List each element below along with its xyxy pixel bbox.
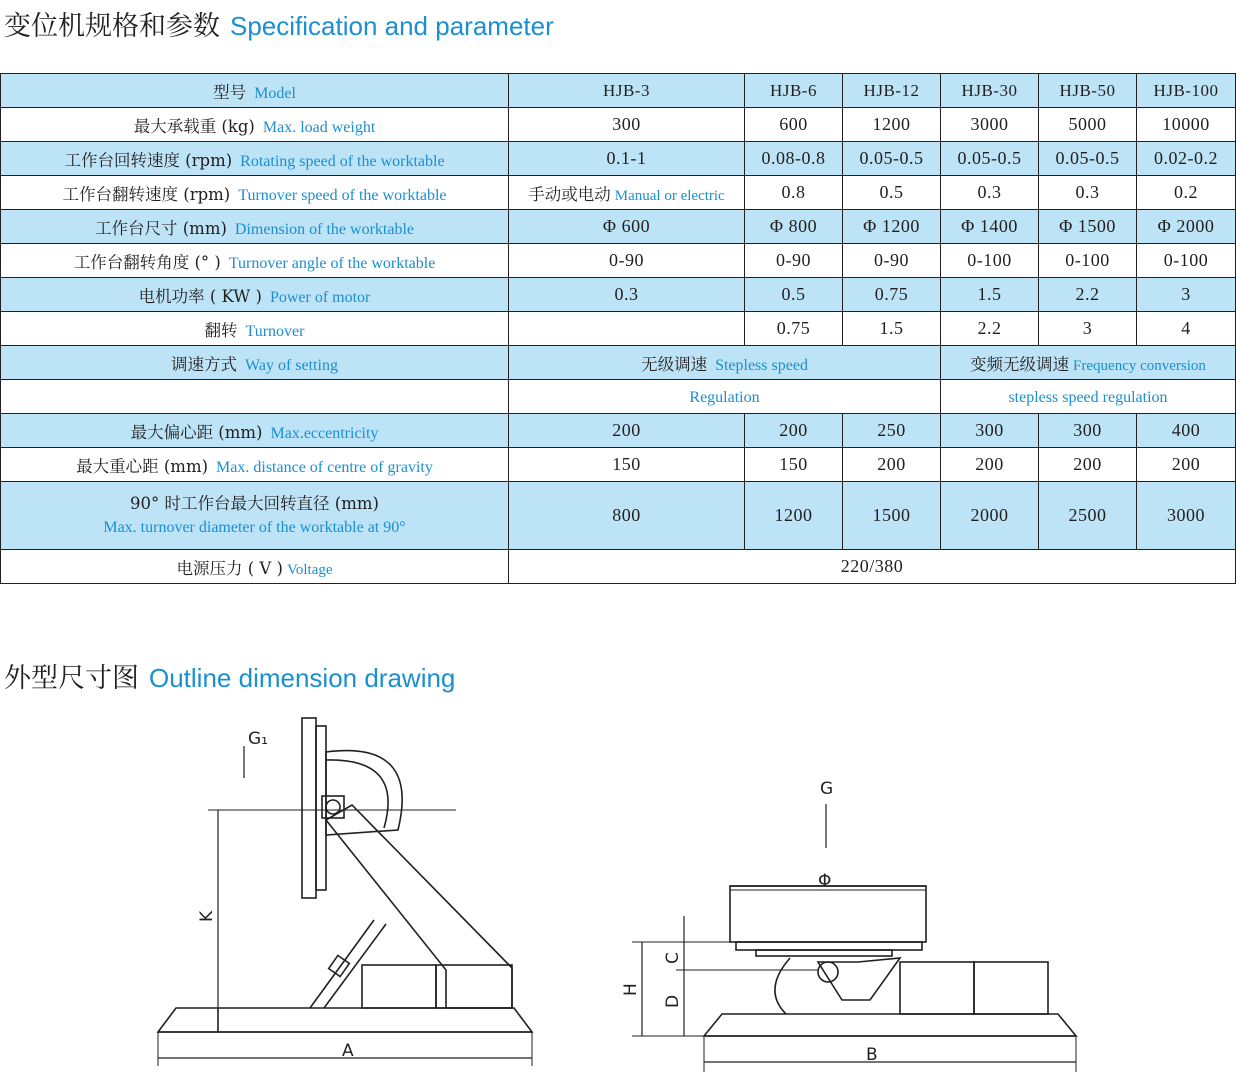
table-row-turnover <box>1 312 1236 346</box>
model-header: HJB-3 <box>509 74 745 108</box>
table-cell: 1500 <box>843 482 941 550</box>
row-label: 工作台回转速度 (rpm) Rotating speed of the worktable <box>1 142 509 176</box>
table-cell: 0.8 <box>745 176 843 210</box>
base-plate <box>158 1008 532 1032</box>
table-cell: Regulation <box>509 380 941 414</box>
table-cell: 0.02-0.2 <box>1137 142 1236 176</box>
side-view-drawing <box>158 718 532 1066</box>
table-row-power <box>1 278 1236 312</box>
table-cell: 2000 <box>941 482 1039 550</box>
table-cell: 0.05-0.5 <box>1039 142 1137 176</box>
table-cell: 3 <box>1137 278 1236 312</box>
phi-label: Φ <box>818 871 832 891</box>
drawing-section-title <box>4 656 455 695</box>
table-cell: 200 <box>843 448 941 482</box>
row-label: 最大重心距 (mm) Max. distance of centre of gravity <box>1 448 509 482</box>
model-header: HJB-6 <box>745 74 843 108</box>
table-cell: 5000 <box>1039 108 1137 142</box>
table-cell: 0-90 <box>843 244 941 278</box>
table-cell: 0.75 <box>843 278 941 312</box>
table-cell: 1.5 <box>843 312 941 346</box>
table-row-model <box>1 74 1236 108</box>
table-cell: 2.2 <box>1039 278 1137 312</box>
table-row-load <box>1 108 1236 142</box>
table-cell: 0.1-1 <box>509 142 745 176</box>
model-header: HJB-30 <box>941 74 1039 108</box>
table-cell: 400 <box>1137 414 1236 448</box>
table-cell: 0.5 <box>843 176 941 210</box>
cylinder-rod <box>310 920 374 1008</box>
spec-title-zh: 变位机规格和参数 <box>4 11 220 42</box>
table-cell: 0.75 <box>745 312 843 346</box>
table-cell: 1200 <box>843 108 941 142</box>
h-label: H <box>621 983 641 996</box>
table-cell: 1.5 <box>941 278 1039 312</box>
table-cell: Φ 1200 <box>843 210 941 244</box>
table-cell: 300 <box>509 108 745 142</box>
table-cell: Φ 600 <box>509 210 745 244</box>
table-cell: 0.05-0.5 <box>941 142 1039 176</box>
g1-label: G₁ <box>248 729 268 749</box>
table-cell: stepless speed regulation <box>941 380 1236 414</box>
table-cell: 10000 <box>1137 108 1236 142</box>
table-row-voltage <box>1 550 1236 584</box>
motor-box <box>974 962 1048 1014</box>
base-plate <box>704 1014 1076 1036</box>
row-label: 最大承载重 (kg) Max. load weight <box>1 108 509 142</box>
table-cell: 0-100 <box>1039 244 1137 278</box>
d-label: D <box>663 994 683 1008</box>
table-base <box>736 942 922 950</box>
table-cell: 600 <box>745 108 843 142</box>
spec-section-title <box>4 4 554 43</box>
table-cell: 2500 <box>1039 482 1137 550</box>
table-cell: 0-90 <box>509 244 745 278</box>
table-row-turn-speed <box>1 176 1236 210</box>
table-row-eccentricity <box>1 414 1236 448</box>
table-cell: 4 <box>1137 312 1236 346</box>
table-cell: 150 <box>745 448 843 482</box>
table-row-dimension <box>1 210 1236 244</box>
table-cell: 1200 <box>745 482 843 550</box>
table-row-diameter <box>1 482 1236 550</box>
table-cell: 无级调速 Stepless speed <box>509 346 941 380</box>
support-arm <box>818 958 900 1000</box>
table-cell: 0.3 <box>1039 176 1137 210</box>
b-label: B <box>866 1045 878 1065</box>
spec-table <box>0 73 1236 584</box>
drawing-title-en: Outline dimension drawing <box>149 663 456 693</box>
row-label: 工作台尺寸 (mm) Dimension of the worktable <box>1 210 509 244</box>
table-cell: 250 <box>843 414 941 448</box>
table-cell: Φ 1400 <box>941 210 1039 244</box>
rotary-dome <box>326 751 402 835</box>
table-cell: 200 <box>941 448 1039 482</box>
pivot-circle <box>326 800 340 814</box>
row-label: 最大偏心距 (mm) Max.eccentricity <box>1 414 509 448</box>
model-header: HJB-12 <box>843 74 941 108</box>
motor-box <box>436 965 512 1008</box>
table-cell: 0.5 <box>745 278 843 312</box>
table-cell: 300 <box>1039 414 1137 448</box>
k-label: K <box>197 910 217 922</box>
table-cell: 300 <box>941 414 1039 448</box>
model-header: HJB-50 <box>1039 74 1137 108</box>
table-cell: 0-100 <box>1137 244 1236 278</box>
table-cell: Φ 2000 <box>1137 210 1236 244</box>
g-label: G <box>820 779 834 799</box>
table-cell: 0.3 <box>509 278 745 312</box>
row-label: 型号 Model <box>1 74 509 108</box>
table-cell: 3 <box>1039 312 1137 346</box>
table-cell: 0-90 <box>745 244 843 278</box>
table-cell: 变频无级调速 Frequency conversion <box>941 346 1236 380</box>
row-label: 90° 时工作台最大回转直径 (mm) Max. turnover diameter of the worktable at 90° <box>1 482 509 550</box>
support-arm <box>326 805 512 1008</box>
table-cell: 220/380 <box>509 550 1236 584</box>
table-cell: 0.05-0.5 <box>843 142 941 176</box>
a-label: A <box>342 1041 354 1061</box>
table-cell: 200 <box>745 414 843 448</box>
table-cell: 150 <box>509 448 745 482</box>
table-cell: 200 <box>1137 448 1236 482</box>
table-row-gravity <box>1 448 1236 482</box>
row-label: 翻转 Turnover <box>1 312 509 346</box>
table-cell: 0.2 <box>1137 176 1236 210</box>
model-header: HJB-100 <box>1137 74 1236 108</box>
row-label: 工作台翻转速度 (rpm) Turnover speed of the worktable <box>1 176 509 210</box>
table-row-angle <box>1 244 1236 278</box>
row-label: 电机功率 ( KW ) Power of motor <box>1 278 509 312</box>
drawing-title-zh: 外型尺寸图 <box>4 663 139 694</box>
table-row-setting <box>1 346 1236 380</box>
table-cell: Φ 1500 <box>1039 210 1137 244</box>
table-top <box>730 886 926 942</box>
outline-dimension-drawing <box>0 700 1236 1091</box>
front-view-drawing <box>621 779 1076 1072</box>
table-row-rot-speed <box>1 142 1236 176</box>
spec-title-en: Specification and parameter <box>230 11 554 41</box>
table-flange <box>756 950 892 956</box>
table-cell: 200 <box>509 414 745 448</box>
table-cell: 2.2 <box>941 312 1039 346</box>
row-label: 电源压力 ( V ) Voltage <box>1 550 509 584</box>
c-label: C <box>663 952 683 964</box>
row-label: 工作台翻转角度 (° ) Turnover angle of the worktable <box>1 244 509 278</box>
table-cell: 0.3 <box>941 176 1039 210</box>
table-plate <box>302 718 316 898</box>
table-row-setting-2 <box>1 380 1236 414</box>
table-cell: 200 <box>1039 448 1137 482</box>
table-cell: Φ 800 <box>745 210 843 244</box>
table-cell: 0-100 <box>941 244 1039 278</box>
table-cell <box>509 312 745 346</box>
table-plate-inner <box>316 726 326 890</box>
row-label: 调速方式 Way of setting <box>1 346 509 380</box>
table-cell: 手动或电动 Manual or electric <box>509 176 745 210</box>
table-cell: 0.08-0.8 <box>745 142 843 176</box>
table-cell: 800 <box>509 482 745 550</box>
motor-box <box>900 962 974 1014</box>
row-label <box>1 380 509 414</box>
rotary-dome <box>775 958 790 1014</box>
table-cell: 3000 <box>941 108 1039 142</box>
cylinder-rod <box>324 924 386 1008</box>
table-cell: 3000 <box>1137 482 1236 550</box>
motor-box <box>362 965 436 1008</box>
